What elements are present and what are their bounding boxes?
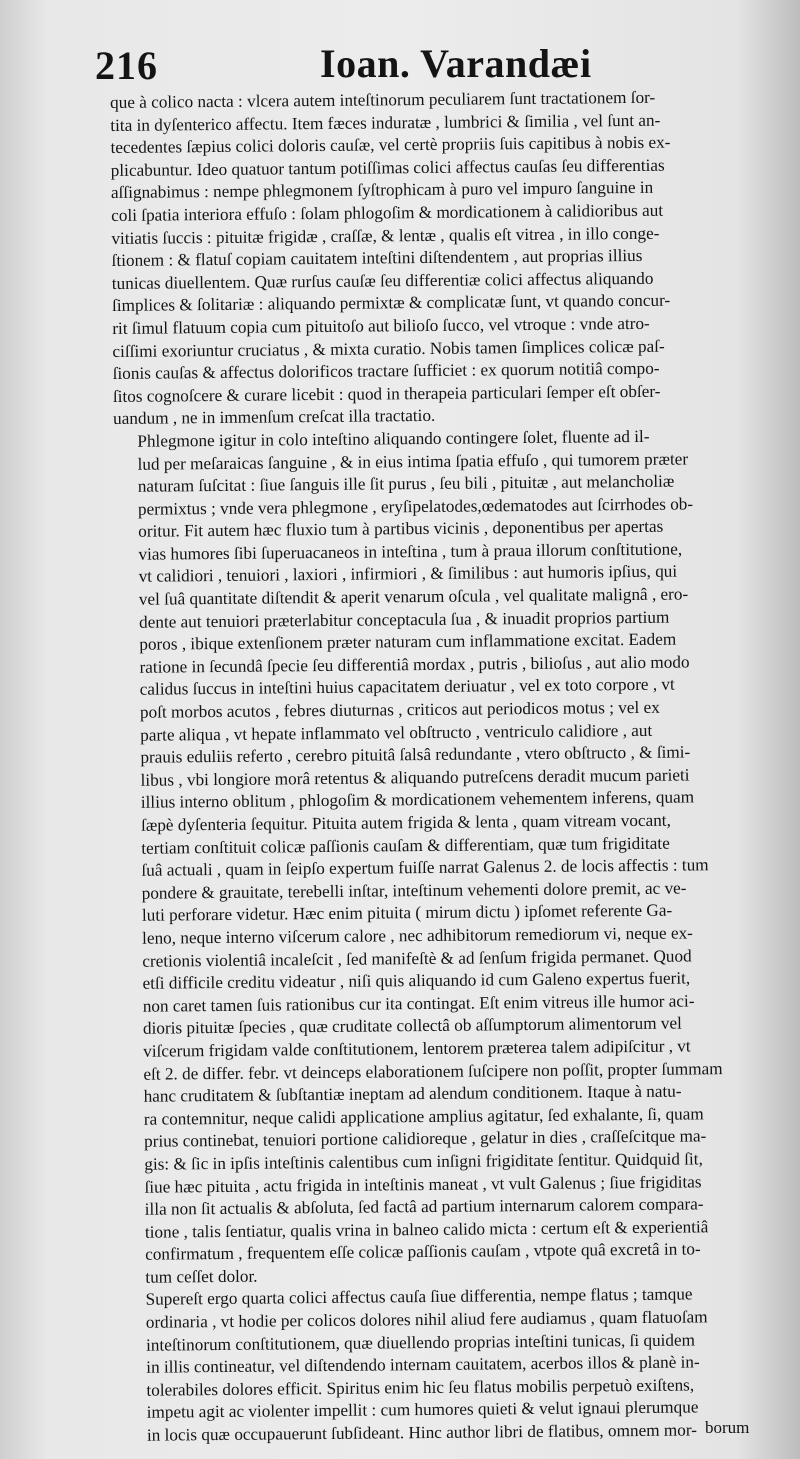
text-line: in illis contineatur, vel diſtendendo internam cauitatem, acerbos illos & planè in- (146, 1352, 700, 1377)
text-line: Phlegmone igitur in colo inteſtino aliquando contingere ſolet, fluente ad il- (137, 426, 650, 451)
text-line: vt calidiori , tenuiori , laxiori , infirmiori , & ſimilibus : aut humoris ipſius, qui (138, 562, 678, 587)
text-line: eſt 2. de differ. febr. vt deinceps elaborationem ſuſcipere non poſſit, propter ſummam (143, 1058, 723, 1084)
text-line: non caret tamen ſuis rationibus cur ita contingat. Eſt enim vitreus ille humor aci- (142, 991, 695, 1016)
text-line: ſimplices & ſolitariæ : aliquando permixtæ & complicatæ ſunt, vt quando concur- (111, 290, 671, 316)
text-line: leno, neque interno viſcerum calore , nec adhibitorum remediorum vi, neque ex- (142, 923, 693, 948)
text-line: dioris pituitæ ſpecies , quæ cruditate collectâ ob aſſumptorum alimentorum vel (142, 1013, 682, 1039)
text-line: rit ſimul flatuum copia cum pituitoſo aut bilioſo ſucco, vel vtroque : vnde atro- (112, 313, 650, 338)
text-line: poros , ibique extenſionem præter naturam cum inflammatione excitat. Eadem (139, 629, 677, 654)
text-line: etſi difficile creditu videatur , niſi quis aliquando id cum Galeno expertus fuerit, (142, 968, 691, 993)
text-line: ſitos cognoſcere & curare licebit : quod in therapeia particulari ſemper eſt obſer- (112, 381, 661, 406)
text-line: calidus ſuccus in inteſtini huius capacitatem deriuatur , vel ex toto corpore , vt (139, 675, 675, 700)
text-line: oritur. Fit autem hæc fluxio tum à partibus vicinis , deponentibus per apertas (138, 516, 664, 542)
text-line: ſæpè dyſenteria ſequitur. Pituita autem frigida & lenta , quam vitream vocant, (140, 810, 671, 835)
text-line: ſuâ actuali , quam in ſeipſo expertum fuiſſe narrat Galenus 2. de locis affectis : tum (141, 855, 709, 880)
text-line: inteſtinorum conſtitutionem, quæ diuellendo proprias inteſtini tunicas, ſi quidem (145, 1330, 696, 1355)
text-line: que à colico nacta : vlcera autem inteſtinorum peculiarem ſunt tractationem ſor- (110, 87, 656, 112)
text-line: tunicas diuellentem. Quæ rurſus cauſæ ſeu differentiæ colici affectus aliquando (111, 268, 654, 293)
text-line: plicabuntur. Ideo quatuor tantum potiſſimas colici affectus cauſas ſeu differentias (110, 155, 665, 180)
text-line: tertiam conſtituit colicæ paſſionis cauſam & differentiam, quæ tum frigiditate (141, 833, 670, 858)
text-line: tecedentes ſæpius colici doloris cauſæ, vel certè propriis ſuis capitibus à nobis ex- (110, 132, 671, 158)
text-line: naturam ſuſcitat : ſiue ſanguis ille ſit purus , ſeu bili , pituitæ , aut melancholiæ (137, 471, 675, 496)
catchword: borum (705, 1418, 750, 1437)
text-line: vitiatis ſuccis : pituitæ frigidæ , craſſæ, & lentæ , qualis eſt vitrea , in illo conge- (111, 223, 660, 248)
text-line: illius interno oblitum , phlogoſim & mordicationem vehementem inferens, quam (140, 787, 695, 813)
text-line: ra contemnitur, neque calidi applicatione amplius agitatur, ſed exhalante, ſi, quam (143, 1104, 704, 1129)
text-line: ſiue hæc pituita , actu frigida in inteſtinis maneat , vt vult Galenus ; ſiue frigiditas (144, 1171, 702, 1197)
page-number: 216 (95, 43, 158, 88)
text-line: poſt morbos acutos , febres diuturnas , criticos aut periodicos motus ; vel ex (139, 697, 660, 722)
text-line: tum ceſſet dolor. (145, 1266, 258, 1287)
text-line: tione , talis ſentiatur, qualis vrina in balneo calido micta : certum eſt & experientiâ (144, 1216, 709, 1242)
text-line: illa non ſit actualis & abſoluta, ſed factâ ad partium internarum calorem compara- (144, 1194, 704, 1219)
running-head: Ioan. Varandæi (320, 41, 592, 86)
text-line: in locis quæ occupauerunt ſubſideant. Hinc author libri de flatibus, omnem mor- (146, 1420, 697, 1445)
text-line: tolerabiles dolores efficit. Spiritus enim hic ſeu flatus mobilis perpetuò exiſtens, (146, 1375, 695, 1400)
text-line: gis: & ſic in ipſis inteſtinis calentibus cum inſigni frigiditate ſentitur. Quidquid ſit, (144, 1149, 703, 1174)
paragraph (113, 425, 781, 1290)
text-line: ordinaria , vt hodie per colicos dolores nihil aliud fere audiamus , quam flatuoſam (145, 1307, 708, 1332)
text-line: viſcerum frigidam valde conſtitutionem, lentorem præterea talem adipiſcitur , vt (143, 1036, 691, 1061)
text-line: libus , vbi longiore morâ retentus & aliquando putreſcens deradit mucum parieti (140, 765, 690, 790)
body-text (110, 86, 783, 1448)
text-line: prauis eduliis referto , cerebro pituitâ ſalsâ redundante , vtero obſtructo , & ſimi- (140, 742, 691, 767)
text-line: impetu agit ac violenter impellit : cum humores quieti & velut ignaui plerumque (146, 1397, 699, 1423)
text-line: dente aut tenuiori præterlabitur conceptacula ſua , & inuadit proprios partium (138, 607, 670, 632)
text-line: lud per meſaraicas ſanguine , & in eius intima ſpatia effuſo , qui tumorem præter (137, 448, 689, 474)
text-line: confirmatum , frequentem eſſe colicæ paſſionis cauſam , vtpote quâ excretâ in to- (145, 1239, 701, 1264)
text-line: parte aliqua , vt hepate inflammato vel obſtructo , ventriculo calidiore , aut (140, 720, 653, 745)
text-line: vias humores ſibi ſuperuacaneos in inteſtina , tum à praua illorum conſtitutione, (138, 539, 683, 564)
text-line: ciſſimi exoriuntur cruciatus , & mixta curatio. Nobis tamen ſimplices colicæ paſ- (112, 336, 665, 361)
text-line: pondere & grauitate, terebelli inſtar, inteſtinum vehementi dolore premit, ac ve- (141, 878, 687, 903)
text-line: permixtus ; vnde vera phlegmone , eryſipelatodes,œdematodes aut ſcirrhodes ob- (137, 494, 694, 519)
text-line: uandum , ne in immenſum creſcat illa tractatio. (113, 406, 436, 429)
text-line: hanc cruditatem & ſubſtantiæ ineptam ad alendum conditionem. Itaque à natu- (143, 1081, 682, 1106)
text-line: Supereſt ergo quarta colici affectus cauſa ſiue differentia, nempe flatus ; tamque (145, 1284, 693, 1310)
text-line: ſtionem : & flatuſ copiam cauitatem inteſtini diſtendentem , aut proprias illius (111, 246, 643, 271)
text-line: coli ſpatia interiora effuſo : ſolam phlogoſim & mordicationem à calidioribus aut (111, 200, 664, 225)
text-line: prius continebat, tenuiori portione calidioreque , gelatur in dies , craſſeſcitque ma- (143, 1126, 707, 1152)
paragraph (121, 1283, 782, 1447)
text-line: cretionis violentiâ incaleſcit , ſed manifeſtè & ad ſenſum frigida permanet. Quod (142, 946, 692, 971)
text-line: vel ſuâ quantitate diſtendit & aperit venarum oſcula , vel qualitate malignâ , ero- (138, 584, 689, 609)
paragraph (110, 86, 773, 431)
text-line: luti perforare videtur. Hæc enim pituita ( mirum dictu ) ipſomet referente Ga- (141, 901, 673, 926)
text-line: ratione in ſecundâ ſpecie ſeu differentiâ mordax , putris , bilioſus , aut alio modo (139, 652, 690, 677)
text-line: tita in dyſenterico affectu. Item fæces induratæ , lumbrici & ſimilia , vel ſunt an- (110, 110, 661, 135)
text-line: aſſignabimus : nempe phlegmonem ſyſtrophicam à puro vel impuro ſanguine in (110, 178, 654, 203)
text-line: ſionis cauſas & affectus dolorificos tractare ſufficiet : ex quorum notitiâ compo- (112, 358, 660, 384)
